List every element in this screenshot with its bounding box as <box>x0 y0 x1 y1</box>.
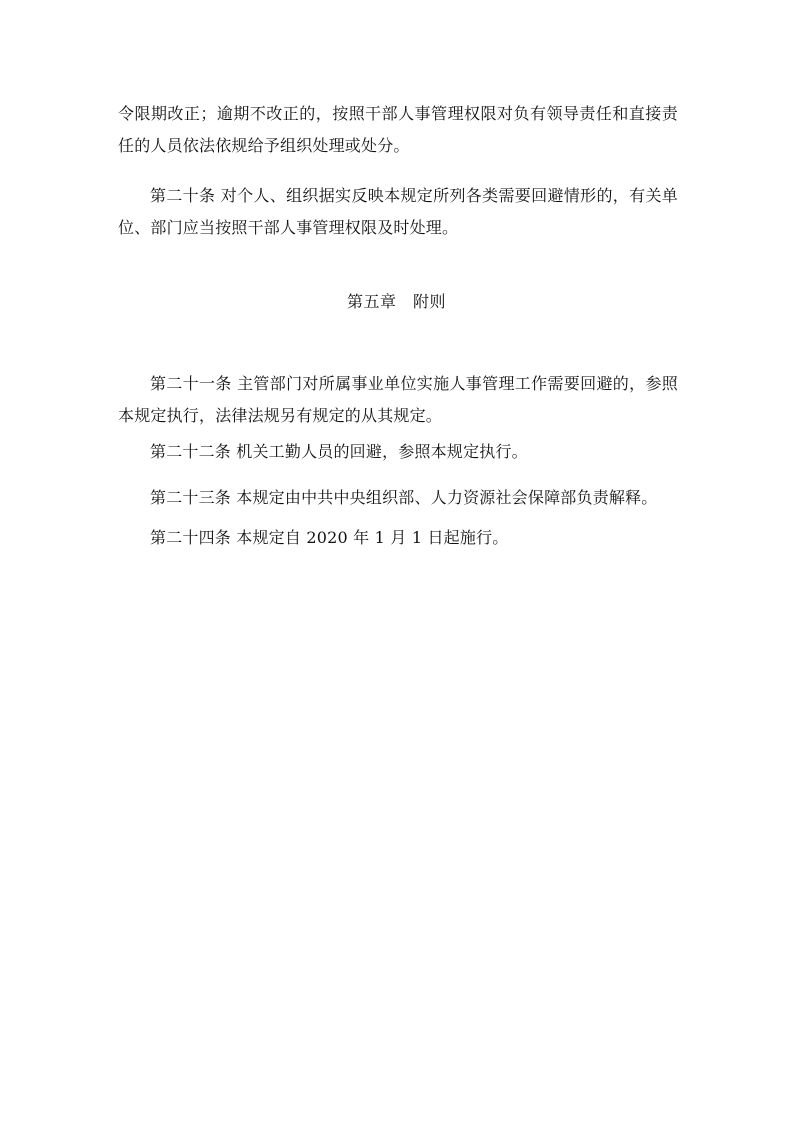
article-22: 第二十二条 机关工勤人员的回避，参照本规定执行。 <box>150 442 528 461</box>
article-24: 第二十四条 本规定自 2020 年 1 月 1 日起施行。 <box>150 528 509 547</box>
article-23: 第二十三条 本规定由中共中央组织部、人力资源社会保障部负责解释。 <box>150 488 658 507</box>
paragraph-penalty-continuation: 令限期改正；逾期不改正的，按照干部人事管理权限对负有领导责任和直接责任的人员依法依规给予组织处理或处分。 <box>118 104 678 155</box>
chapter-heading: 第五章 附则 <box>346 292 446 311</box>
article-21: 第二十一条 主管部门对所属事业单位实施人事管理工作需要回避的，参照本规定执行，法律法规另有规定的从其规定。 <box>118 374 678 425</box>
article-20: 第二十条 对个人、组织据实反映本规定所列各类需要回避情形的，有关单位、部门应当按照干部人事管理权限及时处理。 <box>118 186 678 237</box>
